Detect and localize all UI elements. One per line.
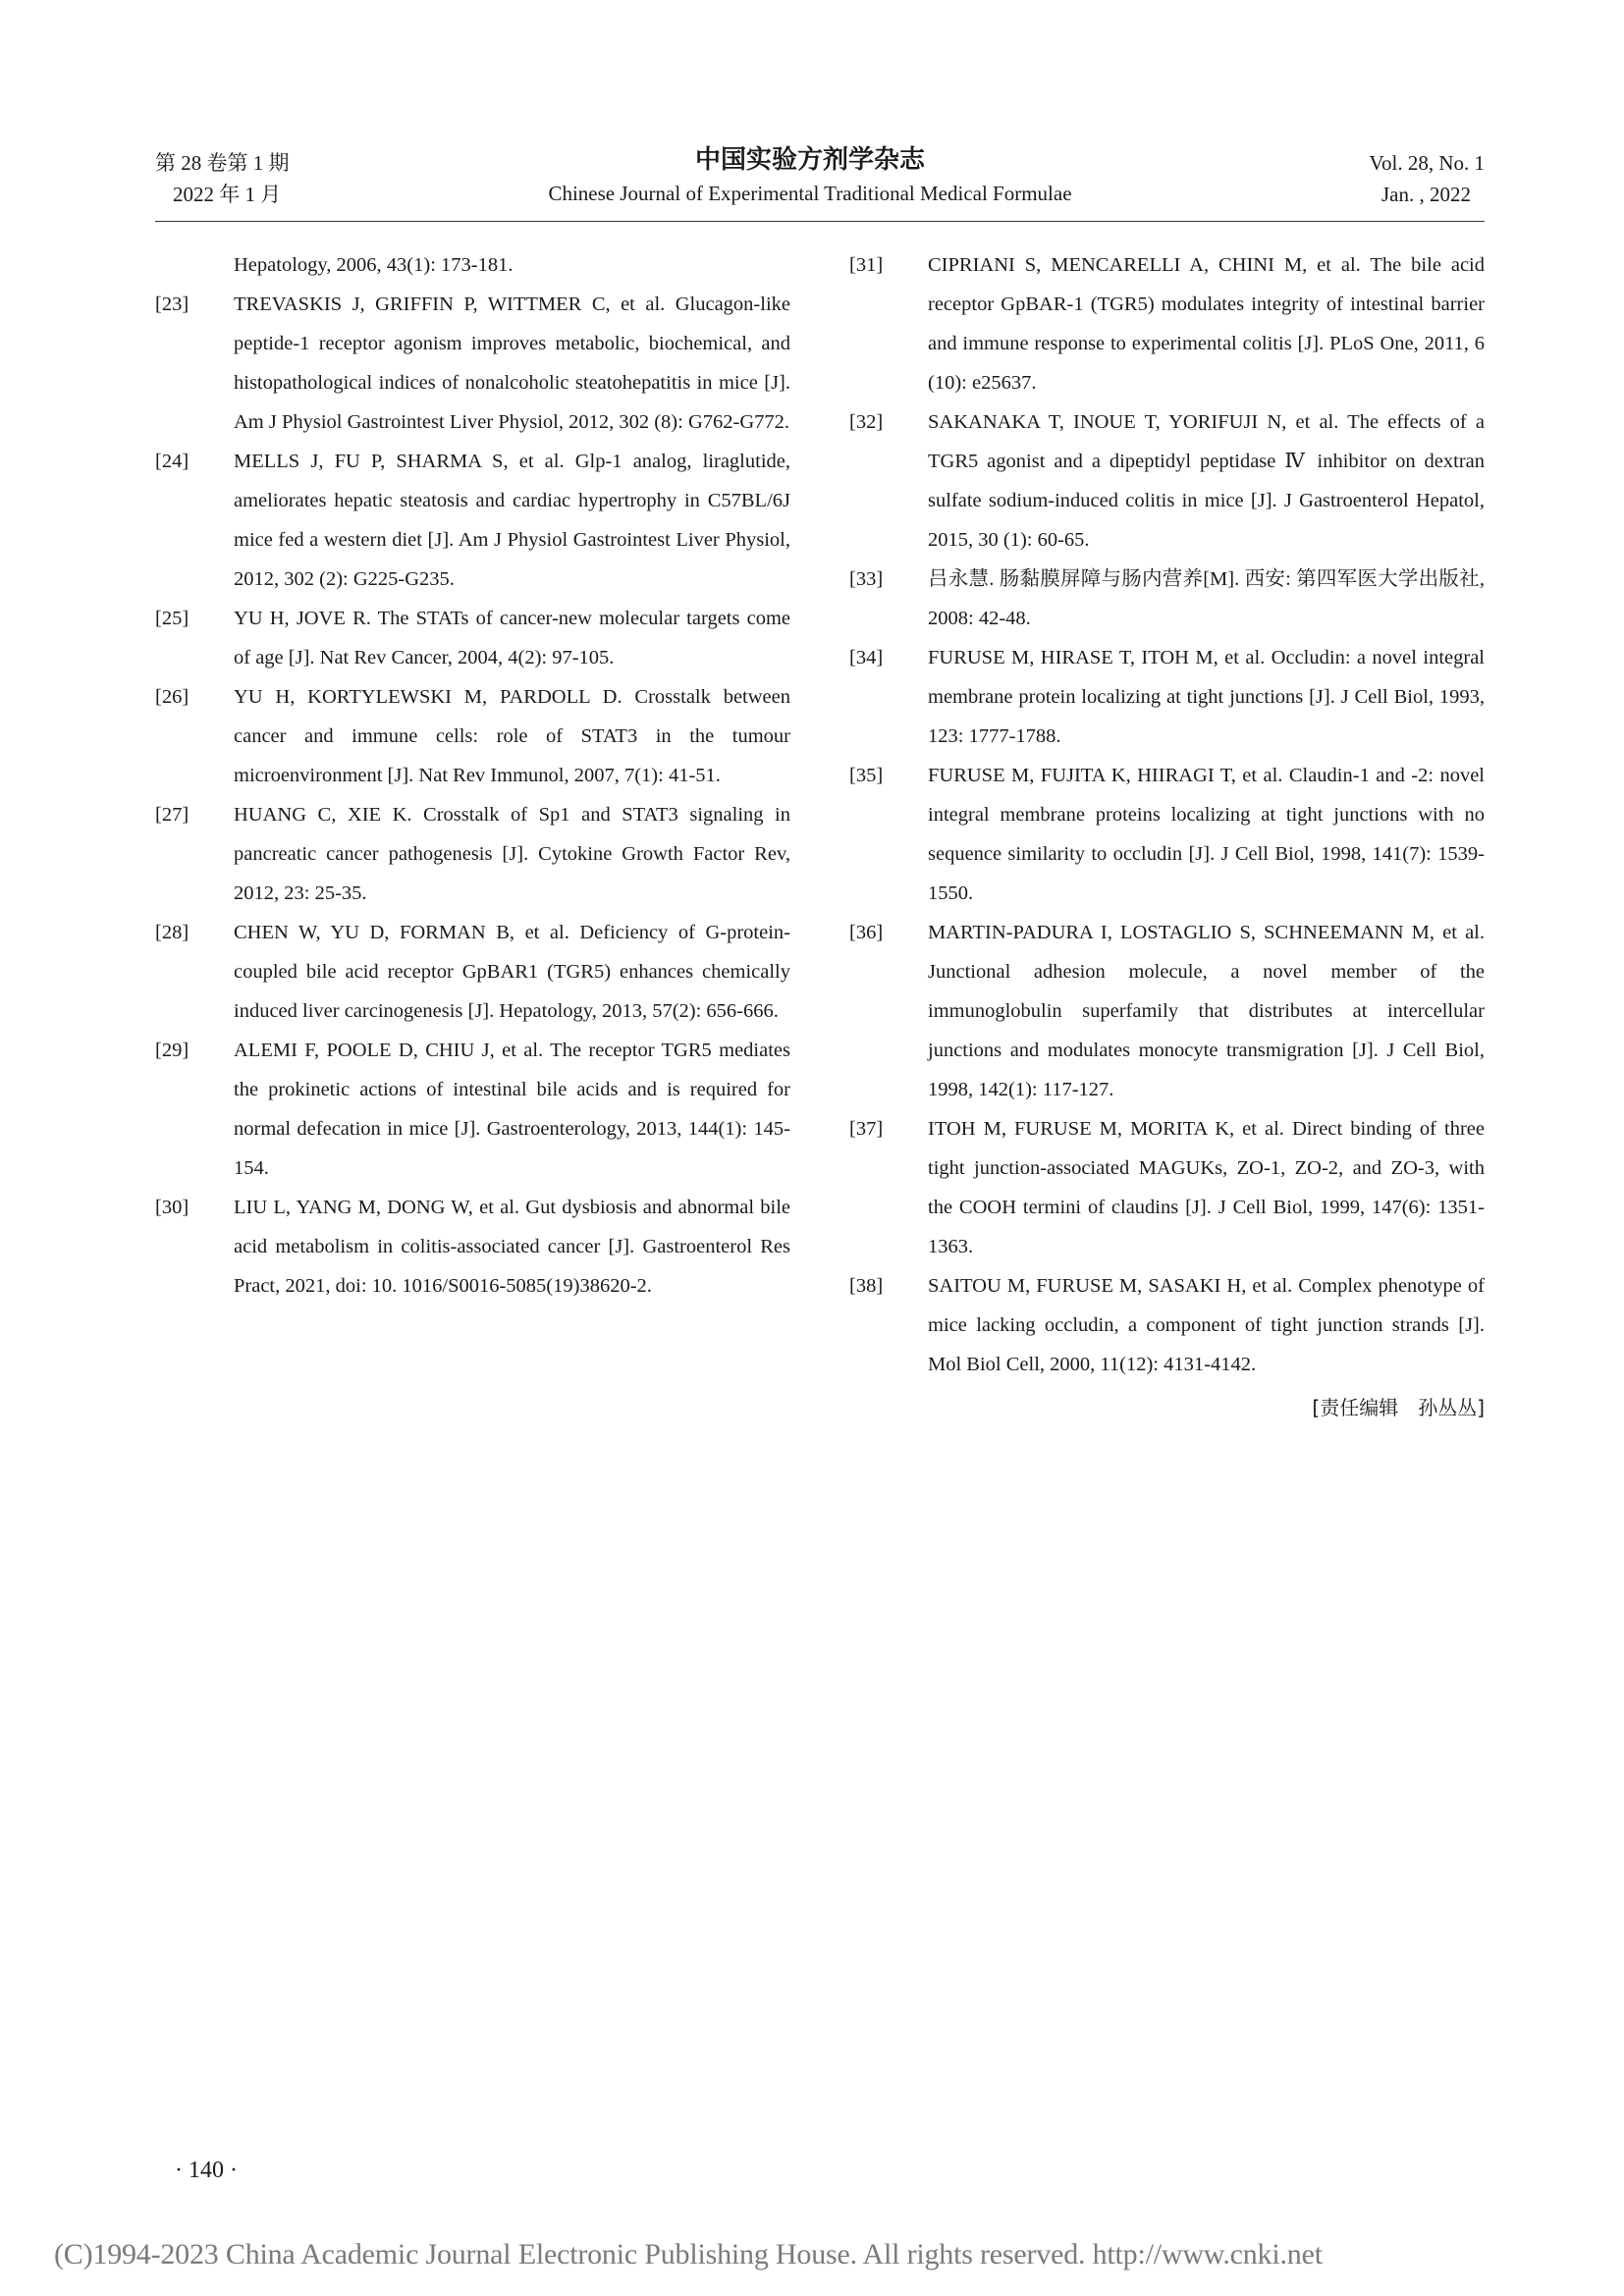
reference-item [155,795,790,913]
reference-text: MELLS J, FU P, SHARMA S, et al. Glp-1 analog, liraglutide, ameliorates hepatic steatosis and cardiac hypertrophy in C57BL/6J mice fed a western diet [J]. Am J Physiol Gastrointest Liver Physiol, 2012, 302 (2): G225-G235. [234,451,790,590]
reference-item [849,1109,1485,1266]
reference-item [849,245,1485,402]
volume-issue: 第 28 卷第 1 期 [155,151,290,175]
reference-item [155,1188,790,1306]
reference-item [849,402,1485,560]
reference-text: ITOH M, FURUSE M, MORITA K, et al. Direct binding of three tight junction-associated MAGUKs, ZO-1, ZO-2, and ZO-3, with the COOH termini of claudins [J]. J Cell Biol, 1999, 147(6): 1351-1363. [928,1118,1485,1257]
running-header-left [155,147,381,210]
reference-text: HUANG C, XIE K. Crosstalk of Sp1 and STAT3 signaling in pancreatic cancer pathogenesis [J]. Cytokine Growth Factor Rev, 2012, 23: 25-35. [234,804,790,904]
journal-title-en: Chinese Journal of Experimental Traditional Medical Formulae [548,182,1072,205]
reference-number: [31] [849,254,884,276]
date-en: Jan. , 2022 [1381,183,1471,206]
reference-text: YU H, JOVE R. The STATs of cancer-new molecular targets come of age [J]. Nat Rev Cancer, 2004, 4(2): 97-105. [234,608,790,668]
reference-text: CIPRIANI S, MENCARELLI A, CHINI M, et al. The bile acid receptor GpBAR-1 (TGR5) modulates integrity of intestinal barrier and immune response to experimental colitis [J]. PLoS One, 2011, 6 (10): e25637. [928,254,1485,394]
page-number: · 140 · [175,2158,238,2183]
reference-item [849,560,1485,638]
reference-item [155,677,790,795]
reference-continuation: Hepatology, 2006, 43(1): 173-181. [234,254,514,276]
reference-item [155,913,790,1031]
reference-text: SAKANAKA T, INOUE T, YORIFUJI N, et al. The effects of a TGR5 agonist and a dipeptidyl peptidase Ⅳ inhibitor on dextran sulfate sodium-induced colitis in mice [J]. J Gastroenterol Hepatol, 2015, 30 (1): 60-65. [928,411,1485,551]
reference-item [155,285,790,442]
reference-item [849,638,1485,756]
reference-column-right [849,245,1485,1427]
running-header-right [1276,147,1485,210]
reference-number: [28] [155,922,189,943]
reference-number: [24] [155,451,189,472]
reference-number: [30] [155,1197,189,1218]
reference-text: YU H, KORTYLEWSKI M, PARDOLL D. Crosstalk between cancer and immune cells: role of STAT3 in the tumour microenvironment [J]. Nat Rev Immunol, 2007, 7(1): 41-51. [234,686,790,786]
reference-column-left [155,245,790,1306]
reference-number: [23] [155,294,189,315]
reference-item [849,756,1485,913]
volume-number-en: Vol. 28, No. 1 [1369,151,1485,175]
reference-number: [26] [155,686,189,708]
reference-number: [29] [155,1040,189,1061]
reference-text: TREVASKIS J, GRIFFIN P, WITTMER C, et al. Glucagon-like peptide-1 receptor agonism improves metabolic, biochemical, and histopathological indices of nonalcoholic steatohepatitis in mice [J]. Am J Physiol Gastrointest Liver Physiol, 2012, 302 (8): G762-G772. [234,294,790,433]
reference-text: MARTIN-PADURA I, LOSTAGLIO S, SCHNEEMANN M, et al. Junctional adhesion molecule, a novel member of the immunoglobulin superfamily that distributes at intercellular junctions and modulates monocyte transmigration [J]. J Cell Biol, 1998, 142(1): 117-127. [928,922,1485,1100]
reference-number: [34] [849,647,884,668]
reference-text: 吕永慧. 肠黏膜屏障与肠内营养[M]. 西安: 第四军医大学出版社, 2008: 42-48. [928,568,1485,629]
reference-text: LIU L, YANG M, DONG W, et al. Gut dysbiosis and abnormal bile acid metabolism in colitis-associated cancer [J]. Gastroenterol Res Pract, 2021, doi: 10. 1016/S0016-5085(19)38620-2. [234,1197,790,1297]
reference-text: SAITOU M, FURUSE M, SASAKI H, et al. Complex phenotype of mice lacking occludin, a component of tight junction strands [J]. Mol Biol Cell, 2000, 11(12): 4131-4142. [928,1275,1485,1375]
reference-number: [27] [155,804,189,826]
reference-text: FURUSE M, HIRASE T, ITOH M, et al. Occludin: a novel integral membrane protein localizing at tight junctions [J]. J Cell Biol, 1993, 123: 1777-1788. [928,647,1485,747]
journal-title [432,143,1188,210]
reference-text: FURUSE M, FUJITA K, HIIRAGI T, et al. Claudin-1 and -2: novel integral membrane proteins localizing at tight junctions with no sequence similarity to occludin [J]. J Cell Biol, 1998, 141(7): 1539-1550. [928,765,1485,904]
issue-date: 2022 年 1 月 [173,183,282,206]
reference-item [849,1266,1485,1384]
reference-text: ALEMI F, POOLE D, CHIU J, et al. The receptor TGR5 mediates the prokinetic actions of intestinal bile acids and is required for normal defecation in mice [J]. Gastroenterology, 2013, 144(1): 145-154. [234,1040,790,1179]
reference-number: [38] [849,1275,884,1297]
journal-title-zh: 中国实验方剂学杂志 [694,145,925,175]
reference-text: CHEN W, YU D, FORMAN B, et al. Deficiency of G-protein-coupled bile acid receptor GpBAR1 (TGR5) enhances chemically induced liver carcinogenesis [J]. Hepatology, 2013, 57(2): 656-666. [234,922,790,1022]
copyright-notice: (C)1994-2023 China Academic Journal Electronic Publishing House. All rights reserved. http://www.cnki.net [54,2238,1323,2270]
reference-number: [35] [849,765,884,786]
reference-number: [25] [155,608,189,629]
responsible-editor: [责任编辑 孙丛丛] [1312,1396,1485,1419]
reference-item [155,599,790,677]
reference-number: [33] [849,568,884,590]
reference-item [155,442,790,599]
reference-number: [32] [849,411,884,433]
header-rule [155,221,1485,222]
reference-item [849,913,1485,1109]
reference-number: [36] [849,922,884,943]
reference-number: [37] [849,1118,884,1140]
reference-item [155,1031,790,1188]
